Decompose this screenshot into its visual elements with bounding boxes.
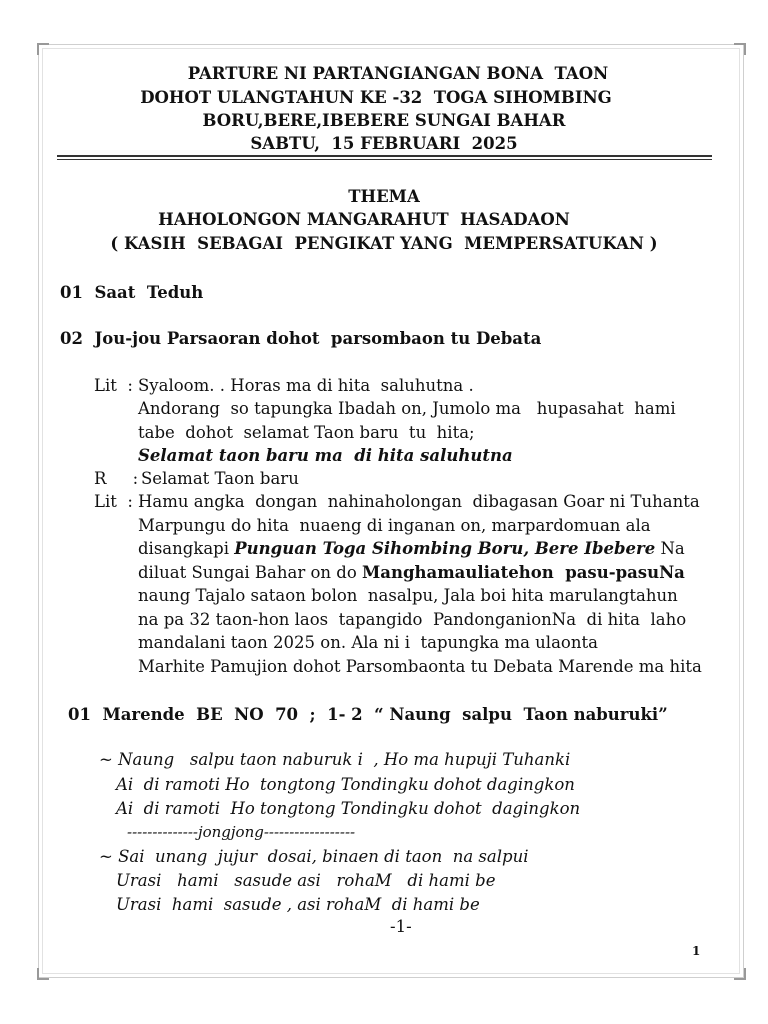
liturgy-line-mixed — [138, 563, 685, 582]
border-corner-top-right — [734, 43, 746, 55]
song-title: 01 Marende BE NO 70 ; 1- 2 “ Naung salpu Taon naburuki” — [68, 705, 668, 724]
liturgy-line: Syaloom. . Horas ma di hita saluhutna . — [138, 376, 474, 395]
header-line-1: PARTURE NI PARTANGIANGAN BONA TAON — [187, 64, 609, 83]
song-verse-line: ~ Naung salpu taon naburuk i , Ho ma hupuji Tuhanki — [99, 750, 571, 769]
liturgy-text: disangkapi — [138, 539, 235, 558]
liturgy-line: Andorang so tapungka Ibadah on, Jumolo ma hupasahat hami — [138, 399, 676, 418]
liturgy-text: Na — [655, 539, 685, 558]
header-line-2: DOHOT ULANGTAHUN KE -32 TOGA SIHOMBING — [140, 88, 612, 107]
liturgy-response: Selamat Taon baru — [141, 469, 299, 488]
song-verse-line: Ai di ramoti Ho tongtong Tondingku dohot dagingkon — [116, 775, 575, 794]
liturgy-line: Hamu angka dongan nahinaholongan dibagasan Goar ni Tuhanta — [138, 492, 700, 511]
liturgy-lit-label: Lit : — [94, 492, 133, 511]
liturgy-emphasis: Manghamauliatehon pasu-pasuNa — [362, 563, 685, 582]
liturgy-line: Marpungu do hita nuaeng di inganan on, marpardomuan ala — [138, 516, 651, 535]
song-refrain-marker: --------------jongjong------------------ — [127, 823, 356, 841]
page-number-corner: 1 — [692, 944, 701, 958]
liturgy-line: na pa 32 taon-hon laos tapangido PandonganionNa di hita laho — [138, 610, 687, 629]
border-corner-bottom-left — [37, 968, 49, 980]
song-verse-line: Urasi hami sasude asi rohaM di hami be — [116, 871, 496, 890]
header-double-rule-top — [57, 155, 712, 157]
liturgy-text: diluat Sungai Bahar on do — [138, 563, 363, 582]
liturgy-lit-label: Lit : — [94, 376, 133, 395]
header-double-rule-bottom — [57, 159, 712, 160]
header-line-3: BORU,BERE,IBEBERE SUNGAI BAHAR — [202, 111, 566, 130]
section-jou-jou: 02 Jou-jou Parsaoran dohot parsombaon tu Debata — [60, 329, 542, 348]
liturgy-line: mandalani taon 2025 on. Ala ni i tapungka ma ulaonta — [138, 633, 598, 652]
liturgy-line-mixed — [138, 539, 685, 558]
border-corner-top-left — [37, 43, 49, 55]
thema-label: THEMA — [348, 187, 420, 206]
liturgy-r-label: R : — [94, 469, 139, 488]
thema-title: HAHOLONGON MANGARAHUT HASADAON — [158, 210, 570, 229]
thema-subtitle: ( KASIH SEBAGAI PENGIKAT YANG MEMPERSATUKAN ) — [110, 234, 658, 253]
song-verse-line: Urasi hami sasude , asi rohaM di hami be — [116, 895, 480, 914]
header-line-4: SABTU, 15 FEBRUARI 2025 — [250, 134, 518, 153]
liturgy-response-emphasis: Selamat taon baru ma di hita saluhutna — [138, 446, 513, 465]
page-number-center: -1- — [390, 917, 412, 936]
liturgy-line: tabe dohot selamat Taon baru tu hita; — [138, 423, 475, 442]
liturgy-line: Marhite Pamujion dohot Parsombaonta tu Debata Marende ma hita — [138, 657, 702, 676]
liturgy-emphasis: Punguan Toga Sihombing Boru, Bere Ibebere — [234, 539, 656, 558]
song-verse-line: Ai di ramoti Ho tongtong Tondingku dohot dagingkon — [116, 799, 581, 818]
liturgy-line: naung Tajalo sataon bolon nasalpu, Jala boi hita marulangtahun — [138, 586, 678, 605]
border-corner-bottom-right — [734, 968, 746, 980]
song-verse-line: ~ Sai unang jujur dosai, binaen di taon na salpui — [99, 847, 529, 866]
section-saat-teduh: 01 Saat Teduh — [60, 283, 204, 302]
